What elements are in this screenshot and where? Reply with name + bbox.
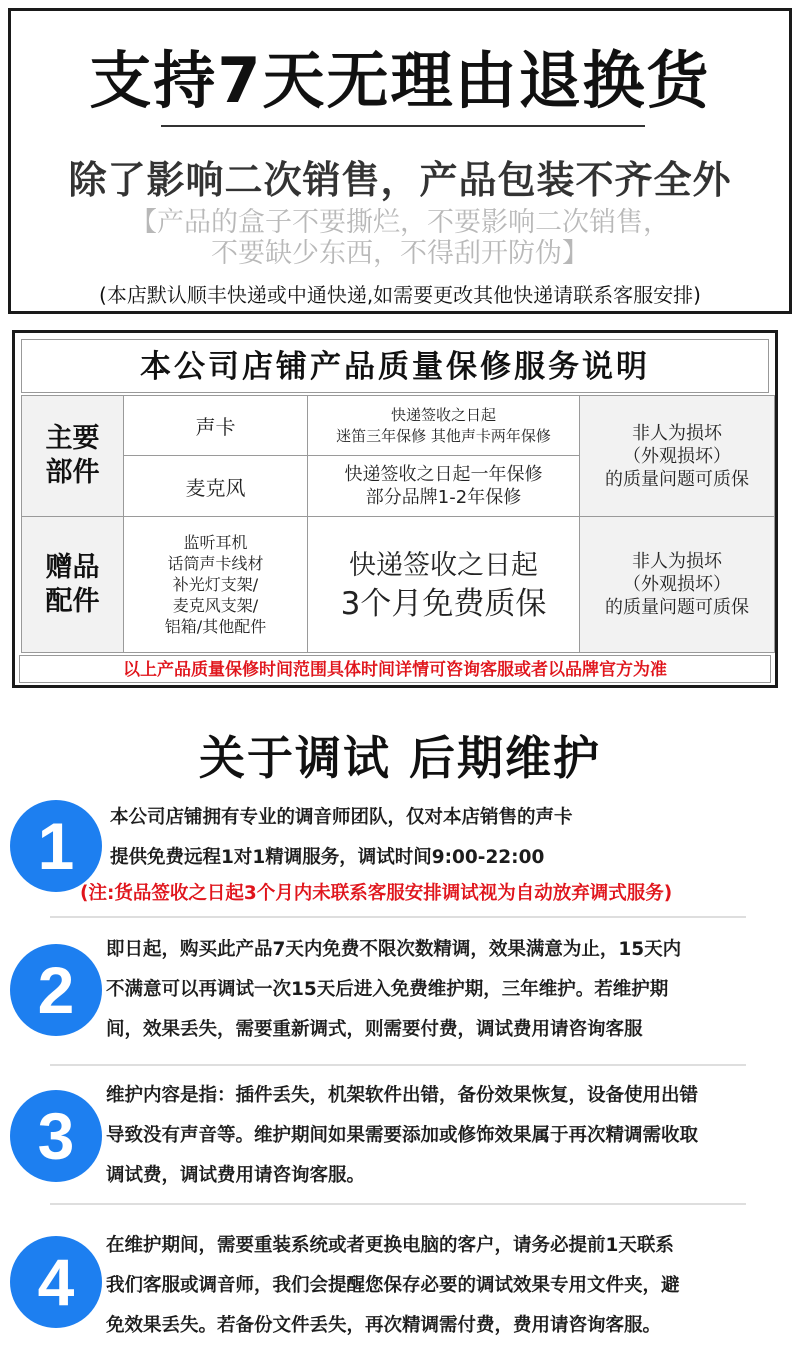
step-1-note [80, 874, 672, 914]
term-line: 3个月免费质保 [340, 585, 547, 622]
policy-divider [161, 125, 645, 127]
condition-line: （外观损坏） [623, 445, 731, 467]
term-line: 快递签收之日起 [390, 405, 496, 424]
policy-subtitle: 除了影响二次销售，产品包装不齐全外 [68, 158, 732, 202]
term-gifts [307, 516, 580, 653]
step-3-text [106, 1076, 698, 1196]
step-note: (注:货品签收之日起3个月内未联系客服安排调试视为自动放弃调式服务) [80, 883, 673, 904]
condition-line: 的质量问题可质保 [605, 468, 749, 490]
step-2-text [106, 930, 681, 1050]
warranty-footer-note: 以上产品质量保修时间范围具体时间详情可咨询客服或者以品牌官方为准 [19, 655, 771, 683]
debug-section-title: 关于调试 后期维护 [198, 731, 601, 785]
step-line: 维护内容是指：插件丢失，机架软件出错，备份效果恢复，设备使用出错 [106, 1085, 699, 1106]
policy-note-line-2: 不要缺少东西，不得刮开防伪】 [211, 238, 589, 269]
condition-line: （外观损坏） [623, 574, 731, 595]
item-microphone [123, 455, 308, 517]
gift-item: 话筒声卡线材 [167, 554, 264, 573]
warranty-title: 本公司店铺产品质量保修服务说明 [21, 339, 769, 393]
gift-item: 铝箱/其他配件 [164, 617, 267, 636]
step-line: 本公司店铺拥有专业的调音师团队，仅对本店销售的声卡 [110, 807, 573, 828]
condition-line: 非人为损坏 [632, 422, 722, 444]
condition-gifts [579, 516, 775, 653]
term-line: 迷笛三年保修 其他声卡两年保修 [336, 426, 551, 445]
step-divider [50, 1203, 746, 1205]
step-1-badge: 1 [10, 800, 102, 892]
item-label: 声卡 [195, 415, 236, 439]
term-line: 部分品牌1-2年保修 [365, 487, 522, 508]
term-sound-card [307, 395, 580, 456]
condition-line: 非人为损坏 [632, 551, 722, 572]
term-microphone [307, 455, 580, 517]
warranty-table [12, 330, 778, 688]
step-line: 提供免费远程1对1精调服务，调试时间9:00-22:00 [110, 847, 545, 868]
step-3-badge: 3 [10, 1090, 102, 1182]
category-gifts [21, 516, 124, 653]
condition-line: 的质量问题可质保 [605, 597, 749, 618]
gift-item: 补光灯支架/ [172, 575, 259, 594]
item-label: 麦克风 [185, 475, 246, 500]
step-line: 我们客服或调音师，我们会提醒您保存必要的调试效果专用文件夹，避 [106, 1275, 680, 1296]
step-2-badge: 2 [10, 944, 102, 1036]
condition-main-parts [579, 395, 775, 517]
step-line: 不满意可以再调试一次15天后进入免费维护期，三年维护。若维护期 [106, 979, 669, 1000]
step-1-text [110, 798, 573, 878]
step-line: 即日起，购买此产品7天内免费不限次数精调，效果满意为止，15天内 [106, 939, 682, 960]
shipping-note: (本店默认顺丰快递或中通快递,如需要更改其他快递请联系客服安排) [99, 283, 701, 307]
step-line: 导致没有声音等。维护期间如果需要添加或修饰效果属于再次精调需收取 [106, 1125, 699, 1146]
gift-item: 麦克风支架/ [172, 596, 259, 615]
policy-title: 支持7天无理由退换货 [89, 44, 711, 117]
item-sound-card [123, 395, 308, 456]
step-divider [50, 1064, 746, 1066]
step-line: 免效果丢失。若备份文件丢失，再次精调需付费，费用请咨询客服。 [106, 1315, 662, 1336]
policy-note [11, 207, 789, 269]
gift-items [123, 516, 308, 653]
step-line: 间，效果丢失，需要重新调式，则需要付费，调试费用请咨询客服 [106, 1019, 643, 1040]
step-divider [50, 916, 746, 918]
term-line: 快递签收之日起一年保修 [344, 464, 543, 485]
return-policy-box [8, 8, 792, 314]
step-line: 在维护期间，需要重装系统或者更换电脑的客户，请务必提前1天联系 [106, 1235, 674, 1256]
step-4-text [106, 1226, 680, 1346]
step-4-badge: 4 [10, 1236, 102, 1328]
gift-item: 监听耳机 [183, 533, 248, 552]
step-line: 调试费，调试费用请咨询客服。 [106, 1165, 366, 1186]
category-label: 赠品配件 [45, 551, 100, 617]
category-label: 主要部件 [45, 423, 100, 488]
policy-note-line-1: 【产品的盒子不要撕烂，不要影响二次销售， [130, 207, 670, 238]
category-main-parts [21, 395, 124, 517]
term-line: 快递签收之日起 [349, 549, 538, 581]
